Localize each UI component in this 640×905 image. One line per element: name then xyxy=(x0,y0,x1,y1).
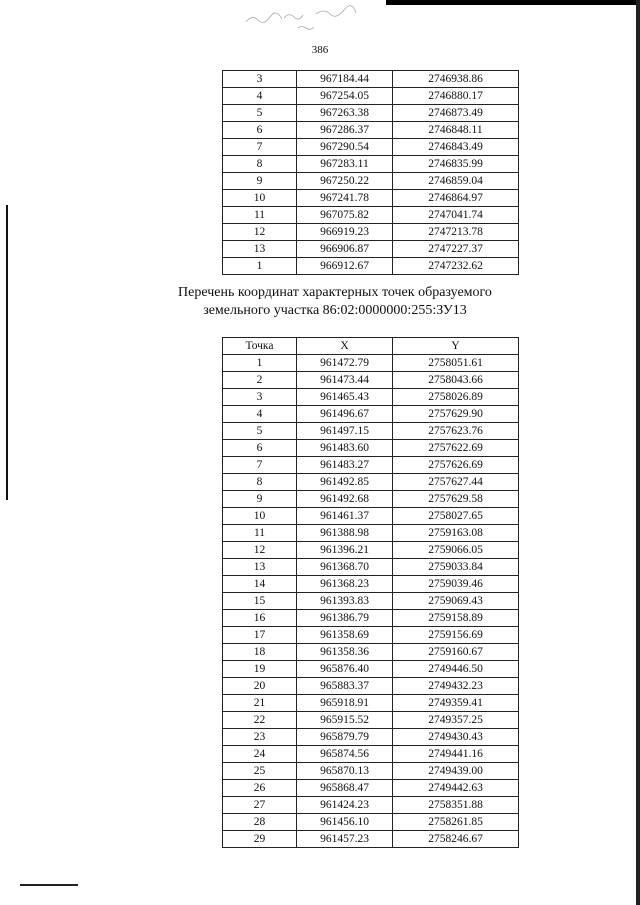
point-number-cell: 4 xyxy=(223,406,297,423)
point-number-cell: 6 xyxy=(223,122,297,139)
table-row xyxy=(223,695,519,712)
point-number-cell: 16 xyxy=(223,610,297,627)
scan-edge-mark-top xyxy=(386,0,640,5)
coordinates-table-continued xyxy=(222,70,519,275)
x-coordinate-cell: 965876.40 xyxy=(297,661,393,678)
table-row xyxy=(223,389,519,406)
x-coordinate-cell: 967290.54 xyxy=(297,139,393,156)
table-row xyxy=(223,593,519,610)
section-heading-line-2: земельного участка 86:02:0000000:255:ЗУ13 xyxy=(203,303,467,318)
point-number-cell: 9 xyxy=(223,491,297,508)
point-number-cell: 5 xyxy=(223,423,297,440)
y-coordinate-cell: 2746880.17 xyxy=(393,88,519,105)
table-row xyxy=(223,423,519,440)
y-coordinate-cell: 2759163.08 xyxy=(393,525,519,542)
x-coordinate-cell: 961358.69 xyxy=(297,627,393,644)
stamp-smudge xyxy=(238,2,378,32)
table-row xyxy=(223,491,519,508)
y-coordinate-cell: 2746864.97 xyxy=(393,190,519,207)
y-coordinate-cell: 2758051.61 xyxy=(393,355,519,372)
y-coordinate-cell: 2747232.62 xyxy=(393,258,519,275)
x-coordinate-cell: 961386.79 xyxy=(297,610,393,627)
point-number-cell: 17 xyxy=(223,627,297,644)
x-coordinate-cell: 961496.67 xyxy=(297,406,393,423)
table-row xyxy=(223,71,519,88)
y-coordinate-cell: 2747213.78 xyxy=(393,224,519,241)
point-number-cell: 13 xyxy=(223,559,297,576)
point-number-cell: 5 xyxy=(223,105,297,122)
y-coordinate-cell: 2749357.25 xyxy=(393,712,519,729)
point-number-cell: 8 xyxy=(223,474,297,491)
y-coordinate-cell: 2757622.69 xyxy=(393,440,519,457)
x-coordinate-cell: 961396.21 xyxy=(297,542,393,559)
y-coordinate-cell: 2749439.00 xyxy=(393,763,519,780)
y-coordinate-cell: 2759066.05 xyxy=(393,542,519,559)
table-row xyxy=(223,156,519,173)
point-number-cell: 7 xyxy=(223,457,297,474)
x-coordinate-cell: 965870.13 xyxy=(297,763,393,780)
y-coordinate-cell: 2746843.49 xyxy=(393,139,519,156)
x-coordinate-cell: 961473.44 xyxy=(297,372,393,389)
y-coordinate-cell: 2749430.43 xyxy=(393,729,519,746)
point-number-cell: 1 xyxy=(223,258,297,275)
x-coordinate-cell: 961456.10 xyxy=(297,814,393,831)
point-number-cell: 24 xyxy=(223,746,297,763)
point-number-cell: 10 xyxy=(223,190,297,207)
x-coordinate-cell: 961497.15 xyxy=(297,423,393,440)
x-coordinate-cell: 965918.91 xyxy=(297,695,393,712)
table-row xyxy=(223,814,519,831)
point-number-cell: 12 xyxy=(223,542,297,559)
table-row xyxy=(223,440,519,457)
point-number-cell: 3 xyxy=(223,71,297,88)
scan-edge-mark-right xyxy=(636,0,640,905)
y-coordinate-cell: 2757629.58 xyxy=(393,491,519,508)
table-row xyxy=(223,729,519,746)
x-coordinate-cell: 965874.56 xyxy=(297,746,393,763)
table-row xyxy=(223,576,519,593)
table-row xyxy=(223,224,519,241)
y-coordinate-cell: 2759160.67 xyxy=(393,644,519,661)
table-row xyxy=(223,139,519,156)
point-number-cell: 20 xyxy=(223,678,297,695)
table-row xyxy=(223,712,519,729)
table-row xyxy=(223,207,519,224)
x-coordinate-cell: 965915.52 xyxy=(297,712,393,729)
x-coordinate-cell: 967286.37 xyxy=(297,122,393,139)
table-row xyxy=(223,763,519,780)
point-number-cell: 19 xyxy=(223,661,297,678)
y-coordinate-cell: 2749441.16 xyxy=(393,746,519,763)
y-coordinate-cell: 2759033.84 xyxy=(393,559,519,576)
table-row xyxy=(223,241,519,258)
point-number-cell: 2 xyxy=(223,372,297,389)
y-coordinate-cell: 2749446.50 xyxy=(393,661,519,678)
y-coordinate-cell: 2758261.85 xyxy=(393,814,519,831)
y-coordinate-cell: 2749432.23 xyxy=(393,678,519,695)
point-number-cell: 21 xyxy=(223,695,297,712)
y-coordinate-cell: 2746835.99 xyxy=(393,156,519,173)
x-coordinate-cell: 967241.78 xyxy=(297,190,393,207)
y-coordinate-cell: 2758246.67 xyxy=(393,831,519,848)
y-coordinate-cell: 2746848.11 xyxy=(393,122,519,139)
point-number-cell: 23 xyxy=(223,729,297,746)
x-coordinate-cell: 967283.11 xyxy=(297,156,393,173)
point-number-cell: 4 xyxy=(223,88,297,105)
y-coordinate-cell: 2757626.69 xyxy=(393,457,519,474)
point-number-cell: 3 xyxy=(223,389,297,406)
y-coordinate-cell: 2746859.04 xyxy=(393,173,519,190)
x-coordinate-cell: 967254.05 xyxy=(297,88,393,105)
y-coordinate-cell: 2759158.89 xyxy=(393,610,519,627)
x-coordinate-cell: 966906.87 xyxy=(297,241,393,258)
x-coordinate-cell: 967250.22 xyxy=(297,173,393,190)
point-number-cell: 14 xyxy=(223,576,297,593)
y-coordinate-cell: 2758351.88 xyxy=(393,797,519,814)
y-coordinate-cell: 2759069.43 xyxy=(393,593,519,610)
y-coordinate-cell: 2749359.41 xyxy=(393,695,519,712)
x-coordinate-cell: 965883.37 xyxy=(297,678,393,695)
point-number-cell: 12 xyxy=(223,224,297,241)
table-row xyxy=(223,678,519,695)
x-coordinate-cell: 966919.23 xyxy=(297,224,393,241)
table-row xyxy=(223,457,519,474)
table-row xyxy=(223,610,519,627)
x-coordinate-cell: 961424.23 xyxy=(297,797,393,814)
table-row xyxy=(223,122,519,139)
point-number-cell: 1 xyxy=(223,355,297,372)
x-coordinate-cell: 961465.43 xyxy=(297,389,393,406)
x-coordinate-cell: 961483.27 xyxy=(297,457,393,474)
y-coordinate-cell: 2758026.89 xyxy=(393,389,519,406)
y-coordinate-cell: 2757627.44 xyxy=(393,474,519,491)
table-row xyxy=(223,627,519,644)
table-row xyxy=(223,542,519,559)
x-coordinate-cell: 967184.44 xyxy=(297,71,393,88)
point-number-cell: 10 xyxy=(223,508,297,525)
table-header-row xyxy=(223,338,519,355)
point-number-cell: 11 xyxy=(223,207,297,224)
column-header-x: X xyxy=(297,338,393,355)
x-coordinate-cell: 961368.70 xyxy=(297,559,393,576)
table-row xyxy=(223,372,519,389)
point-number-cell: 8 xyxy=(223,156,297,173)
y-coordinate-cell: 2757623.76 xyxy=(393,423,519,440)
table-row xyxy=(223,105,519,122)
x-coordinate-cell: 961388.98 xyxy=(297,525,393,542)
point-number-cell: 28 xyxy=(223,814,297,831)
table-row xyxy=(223,406,519,423)
x-coordinate-cell: 961368.23 xyxy=(297,576,393,593)
point-number-cell: 7 xyxy=(223,139,297,156)
x-coordinate-cell: 966912.67 xyxy=(297,258,393,275)
column-header-y: Y xyxy=(393,338,519,355)
point-number-cell: 9 xyxy=(223,173,297,190)
point-number-cell: 26 xyxy=(223,780,297,797)
point-number-cell: 6 xyxy=(223,440,297,457)
y-coordinate-cell: 2747227.37 xyxy=(393,241,519,258)
coordinates-table-body xyxy=(223,355,519,848)
table-row xyxy=(223,474,519,491)
y-coordinate-cell: 2758027.65 xyxy=(393,508,519,525)
y-coordinate-cell: 2758043.66 xyxy=(393,372,519,389)
x-coordinate-cell: 961483.60 xyxy=(297,440,393,457)
point-number-cell: 18 xyxy=(223,644,297,661)
x-coordinate-cell: 961461.37 xyxy=(297,508,393,525)
x-coordinate-cell: 961393.83 xyxy=(297,593,393,610)
section-heading xyxy=(150,284,520,320)
point-number-cell: 11 xyxy=(223,525,297,542)
point-number-cell: 25 xyxy=(223,763,297,780)
table-row xyxy=(223,190,519,207)
y-coordinate-cell: 2757629.90 xyxy=(393,406,519,423)
y-coordinate-cell: 2749442.63 xyxy=(393,780,519,797)
x-coordinate-cell: 961472.79 xyxy=(297,355,393,372)
point-number-cell: 13 xyxy=(223,241,297,258)
table-row xyxy=(223,258,519,275)
x-coordinate-cell: 961457.23 xyxy=(297,831,393,848)
table-row xyxy=(223,644,519,661)
y-coordinate-cell: 2746873.49 xyxy=(393,105,519,122)
section-heading-line-1: Перечень координат характерных точек образуемого xyxy=(178,285,492,300)
x-coordinate-cell: 961492.85 xyxy=(297,474,393,491)
x-coordinate-cell: 965868.47 xyxy=(297,780,393,797)
x-coordinate-cell: 965879.79 xyxy=(297,729,393,746)
x-coordinate-cell: 967075.82 xyxy=(297,207,393,224)
table-row xyxy=(223,797,519,814)
y-coordinate-cell: 2759156.69 xyxy=(393,627,519,644)
point-number-cell: 27 xyxy=(223,797,297,814)
y-coordinate-cell: 2746938.86 xyxy=(393,71,519,88)
scan-margin-mark-left xyxy=(6,205,8,500)
point-number-cell: 29 xyxy=(223,831,297,848)
table-row xyxy=(223,780,519,797)
table-row xyxy=(223,559,519,576)
coordinates-table-continued-body xyxy=(223,71,519,275)
table-row xyxy=(223,508,519,525)
table-row xyxy=(223,746,519,763)
y-coordinate-cell: 2759039.46 xyxy=(393,576,519,593)
column-header-point: Точка xyxy=(223,338,297,355)
table-row xyxy=(223,831,519,848)
table-row xyxy=(223,525,519,542)
table-row xyxy=(223,173,519,190)
x-coordinate-cell: 967263.38 xyxy=(297,105,393,122)
table-row xyxy=(223,88,519,105)
coordinates-table xyxy=(222,337,519,848)
scan-margin-mark-bottom xyxy=(20,884,78,886)
point-number-cell: 15 xyxy=(223,593,297,610)
y-coordinate-cell: 2747041.74 xyxy=(393,207,519,224)
table-row xyxy=(223,355,519,372)
table-row xyxy=(223,661,519,678)
page-number: 386 xyxy=(311,44,329,56)
x-coordinate-cell: 961492.68 xyxy=(297,491,393,508)
point-number-cell: 22 xyxy=(223,712,297,729)
x-coordinate-cell: 961358.36 xyxy=(297,644,393,661)
